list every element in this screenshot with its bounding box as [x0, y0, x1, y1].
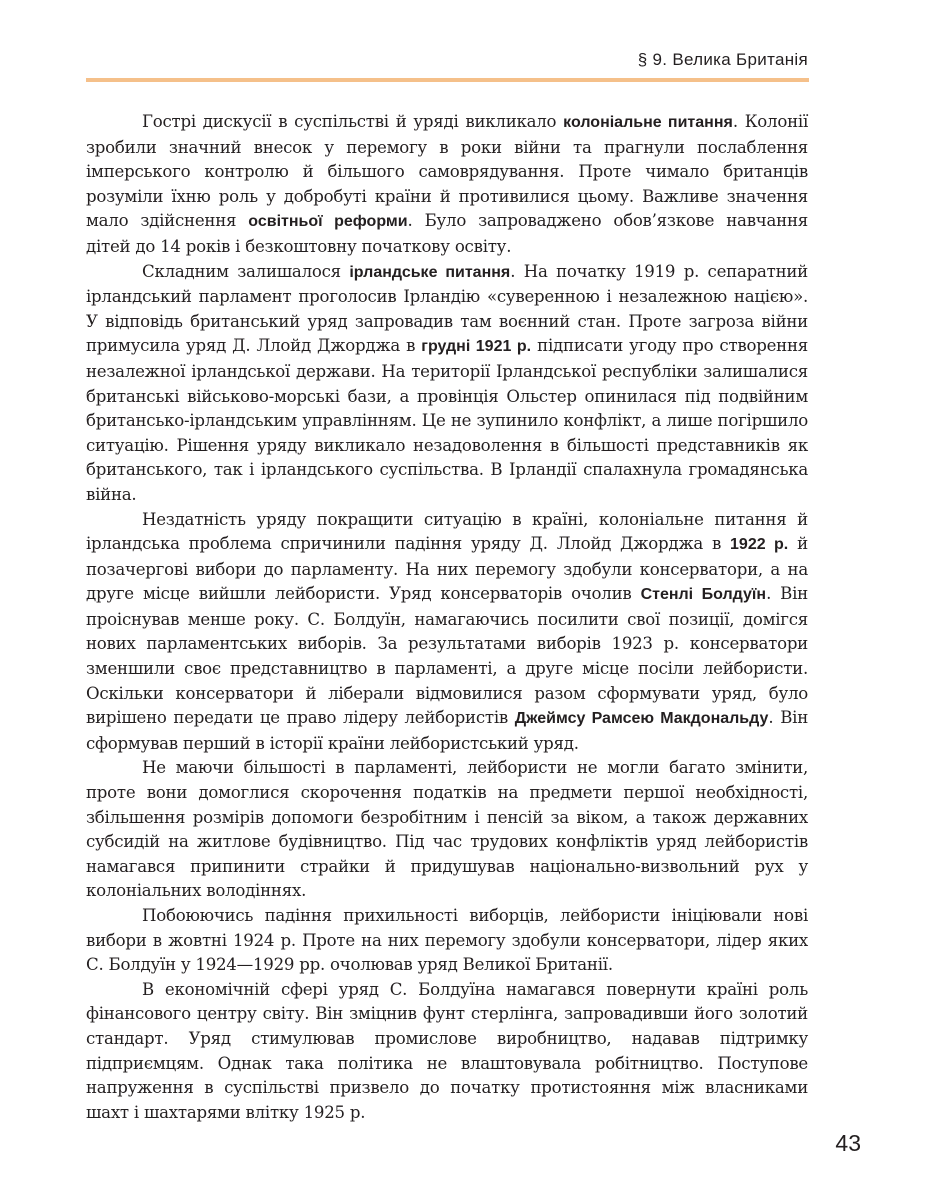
paragraph-text: й позачергові вибори до парламенту. На них перемогу здобули консерватори, а на друге місце вийшли лейбористи. Уряд консерваторів очолив — [86, 534, 808, 604]
paragraph-elections-1924: Побоюючись падіння прихильності виборців, лейбористи ініціювали нові вибори в жовтні 1924 р. Проте на них перемогу здобули консерватори, лідер яких С. Болдуїн у 1924—1929 рр. очолював уряд Великої Британії. — [86, 906, 808, 975]
key-term: ірландське питання — [349, 263, 511, 281]
paragraph-text: . На початку 1919 р. сепаратний ірландський парламент проголосив Ірландію «суверенною і незалежною нацією». У відповідь британський уряд запровадив там воєнний стан. Проте загроза війни примусила уряд Д. Ллойд Джорджа в — [86, 261, 808, 356]
paragraph-irish-question — [86, 260, 808, 508]
key-date: 1922 р. — [730, 536, 789, 554]
page-number: 43 — [835, 1130, 861, 1156]
paragraph-text: . Колонії зробили значний внесок у перемогу в роки війни та прагнули послаблення імперського контролю й більшого самоврядування. Проте чимало британців розуміли їхню роль у добробуті країни й противилися цьому. Важливе значення мало здійснення — [86, 112, 809, 231]
key-person: Джеймсу Рамсею Макдональду — [514, 710, 769, 728]
key-term: колоніальне питання — [563, 114, 733, 131]
paragraph-text: . Він сформував перший в історії країни лейбористський уряд. — [86, 708, 808, 753]
paragraph-text: підписати угоду про створення незалежної ірландської держави. На території Ірландської республіки залишалися британські військово-морські бази, а провінція Ольстер опинилася під подвійним британсько-ірландським управлінням. Це не зупинило конфлікт, а лише погіршило ситуацію. Рішення уряду викликало незадоволення в більшості представників як британського, так і ірландського суспільства. В Ірландії спалахнула громадянська війна. — [86, 336, 808, 504]
paragraph-government-fall — [86, 508, 808, 757]
paragraph-text: Нездатність уряду покращити ситуацію в країні, колоніальне питання й ірландська проблема спричинили падіння уряду Д. Ллойд Джорджа в — [86, 509, 808, 554]
paragraph-colonial-question — [86, 110, 808, 260]
paragraph-labour-policy: Не маючи більшості в парламенті, лейбористи не могли багато змінити, проте вони домоглися скорочення податків на предмети першої необхідності, збільшення розмірів допомоги безробітним і пенсій за віком, а також державних субсидій на житлове будівництво. Під час трудових конфліктів уряд лейбористів намагався припинити страйки й придушував національно-визвольний рух у колоніальних володіннях. — [86, 758, 808, 901]
key-term: освітньої реформи — [248, 213, 408, 231]
paragraph-text: . Було запроваджено обов’язкове навчання дітей до 14 років і безкоштовну початкову освіту. — [86, 211, 808, 256]
body-text — [86, 110, 808, 1125]
paragraph-text: . Він проіснував менше року. С. Болдуїн, намагаючись посилити свої позиції, домігся нових парламентських виборів. За результатами виборів 1923 р. консерватори зменшили своє представництво в парламенті, а друге місце посіли лейбористи. Оскільки консерватори й ліберали відмовилися разом сформувати уряд, було вирішено передати це право лідеру лейбористів — [86, 584, 808, 728]
section-title: § 9. Велика Британія — [637, 50, 808, 69]
paragraph-text: Гострі дискусії в суспільстві й уряді викликало — [142, 112, 564, 131]
paragraph-economic-policy: В економічній сфері уряд С. Болдуїна намагався повернути країні роль фінансового центру світу. Він зміцнив фунт стерлінга, запровадивши його золотий стандарт. Уряд стимулював промислове виробництво, надавав підтримку підприємцям. Однак така політика не влаштовувала робітництво. Поступове напруження в суспільстві призвело до початку протистояння між власниками шахт і шахтарями влітку 1925 р. — [86, 979, 808, 1122]
key-person: Стенлі Болдуїн — [640, 586, 767, 604]
header-rule — [86, 78, 809, 82]
key-date: грудні 1921 р. — [421, 338, 532, 356]
paragraph-text: Складним залишалося — [142, 261, 350, 281]
